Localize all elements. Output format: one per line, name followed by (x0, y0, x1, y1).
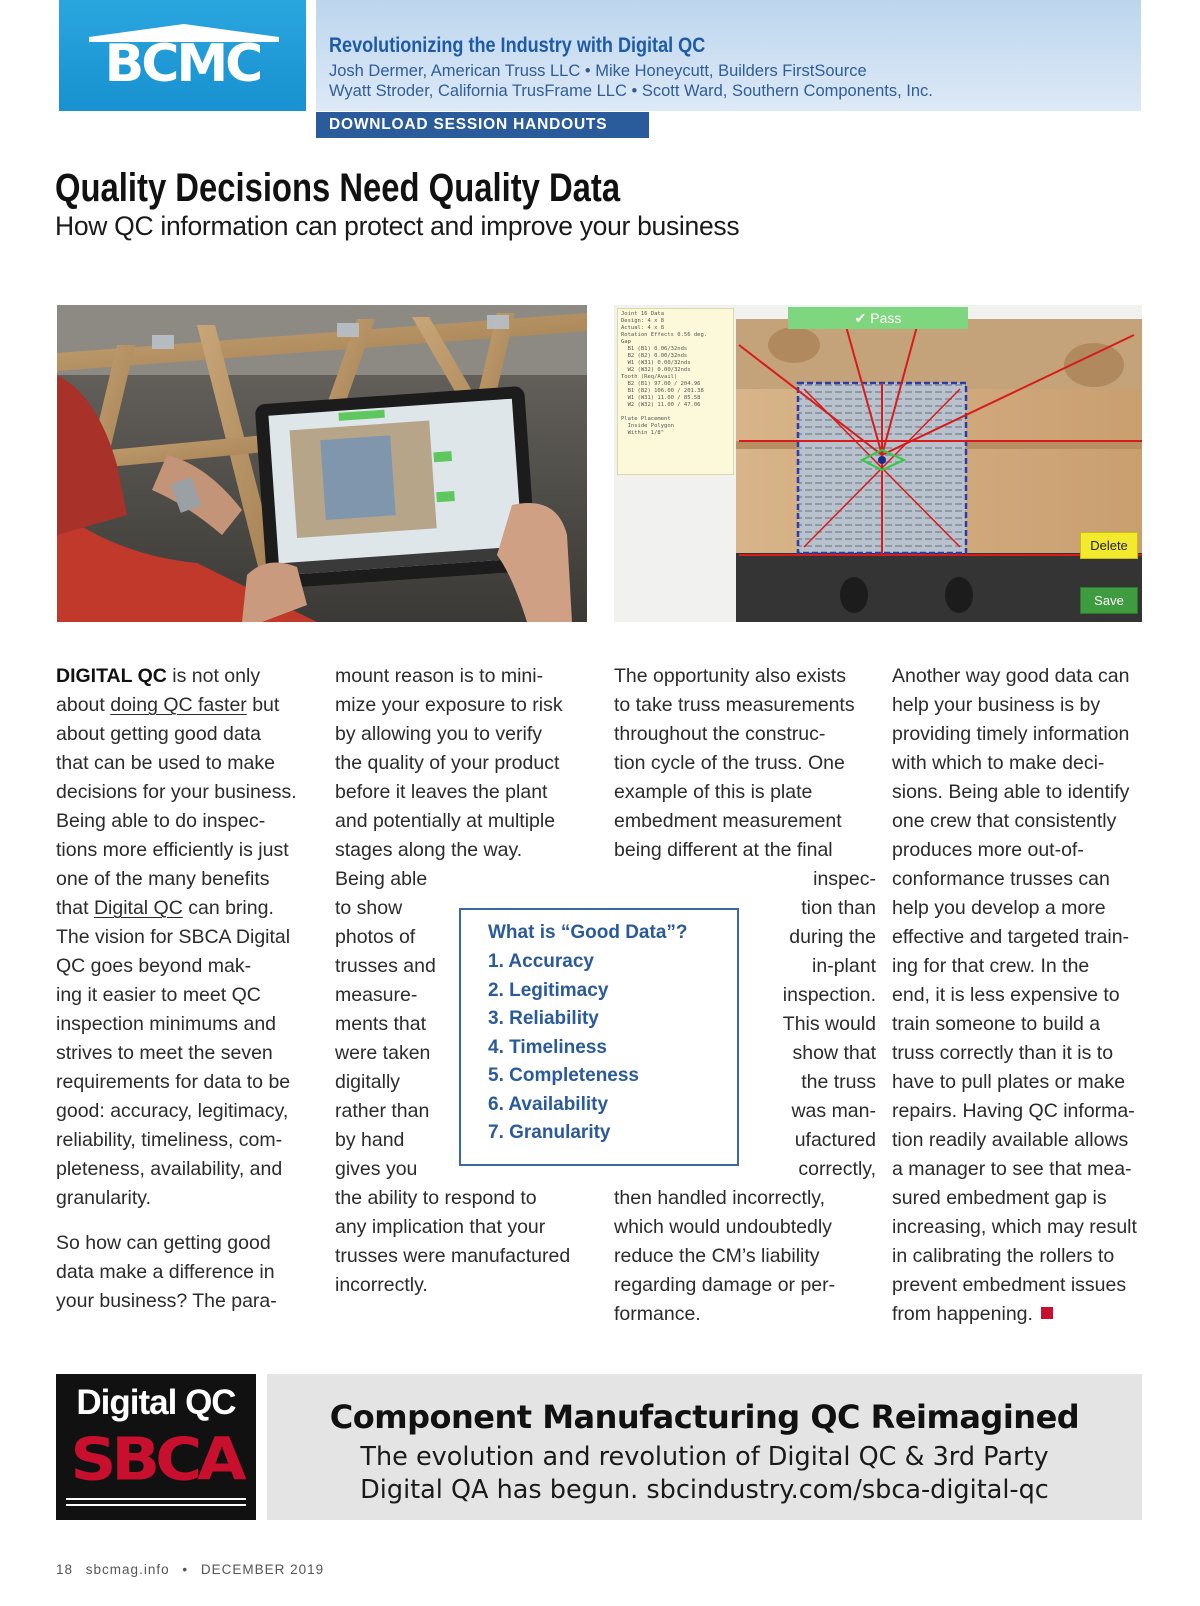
text-line: help you develop a more (892, 897, 1106, 919)
text-line: decisions for your business. (56, 781, 297, 803)
text-line: about getting good data (56, 723, 261, 745)
text-line: The vision for SBCA Digital (56, 926, 291, 948)
text-line: DIGITAL QC is not only (56, 665, 261, 687)
list-item: 5. Completeness (488, 1065, 639, 1086)
ad-logo-bottom-text: SBCA (70, 1425, 242, 1495)
text-line: the truss (801, 1071, 876, 1093)
text-line: reduce the CM’s liability (614, 1245, 820, 1267)
ad-logo-top-text: Digital QC (76, 1383, 236, 1422)
tablet-photo (57, 305, 587, 622)
text-line: show that (792, 1042, 876, 1064)
paragraph-gap (56, 1213, 318, 1229)
text-line: which would undoubtedly (614, 1216, 832, 1238)
text-line: train someone to build a (892, 1013, 1101, 1035)
text-line: photos of (335, 926, 416, 948)
logo-rule (66, 1498, 246, 1500)
text-line: reliability, timeliness, com- (56, 1129, 283, 1151)
end-of-article-icon (1041, 1307, 1053, 1319)
text-line: example of this is plate (614, 781, 813, 803)
text-line: end, it is less expensive to (892, 984, 1120, 1006)
text-line: by allowing you to verify (335, 723, 543, 745)
text-line: providing timely information (892, 723, 1130, 745)
text-line: with which to make deci- (892, 752, 1105, 774)
text-line: This would (782, 1013, 876, 1035)
text-line: the quality of your product (335, 752, 560, 774)
text-line: Another way good data can (892, 665, 1130, 687)
text-line: the ability to respond to (335, 1187, 537, 1209)
text-line: to take truss measurements (614, 694, 855, 716)
footer-site: sbcmag.info (85, 1562, 170, 1577)
text-line: QC goes beyond mak- (56, 955, 252, 977)
text-line: incorrectly. (335, 1274, 428, 1296)
text-line: mize your exposure to risk (335, 694, 563, 716)
bcmc-logo (59, 0, 306, 111)
text-line: sions. Being able to identify (892, 781, 1130, 803)
text-line: inspec- (813, 868, 876, 890)
text-line: measure- (335, 984, 418, 1006)
text-line: about doing QC faster but (56, 694, 280, 716)
text-line: tion readily available allows (892, 1129, 1129, 1151)
text-line: by hand (335, 1129, 405, 1151)
lead-in: DIGITAL QC (56, 665, 167, 687)
text-line: So how can getting good (56, 1232, 271, 1254)
sidebar-title: What is “Good Data”? (488, 922, 688, 943)
list-item: 6. Availability (488, 1093, 609, 1115)
text-line: during the (789, 926, 876, 948)
text-line: Being able (335, 868, 428, 890)
text-line: data make a difference in (56, 1261, 275, 1283)
save-button[interactable]: Save (1080, 587, 1138, 614)
text-line: one crew that consistently (892, 810, 1117, 832)
text-line: in calibrating the rollers to (892, 1245, 1115, 1267)
digital-qc-link[interactable]: Digital QC (93, 897, 183, 919)
text-line: tion cycle of the truss. One (614, 752, 845, 774)
text-line: then handled incorrectly, (614, 1187, 826, 1209)
article-column-4 (892, 662, 1154, 1329)
text-line: regarding damage or per- (614, 1274, 836, 1296)
text-line: ments that (335, 1013, 427, 1035)
text-line: good: accuracy, legitimacy, (56, 1100, 289, 1122)
text-line: that Digital QC can bring. (56, 897, 274, 919)
text-line: tions more efficiently is just (56, 839, 289, 861)
article-subtitle: How QC information can protect and improve your business (55, 211, 740, 241)
ad-banner[interactable] (267, 1374, 1142, 1520)
list-item: 1. Accuracy (488, 951, 594, 972)
text-line: your business? The para- (56, 1290, 277, 1312)
inspection-notes-panel: Joint 16 Data Design: 4 x 8 Actual: 4 x 8 Rotation Effects 0.56 deg. Gap B1 (B1) 0.06/32nds B2 (B2) 0.00/32nds W1 (W31) 0.00/32nds W2 (W32) 0.00/32nds Tooth (Req/Avail) B2 (B1) 97.00 / 204.96 B1 (B2) 106.00 / 201.38 W1 (W31) 11.00 / 85.58 W2 (W32) 11.00 / 47.06 Plate Placement Inside Polygon Within 1/8" (617, 308, 734, 475)
text-line: were taken (335, 1042, 431, 1064)
good-data-sidebar (459, 908, 739, 1166)
doing-qc-faster-link[interactable]: doing QC faster (110, 694, 247, 716)
text-line: sured embedment gap is (892, 1187, 1107, 1209)
article-column-1 (56, 662, 318, 1316)
page-number: 18 (56, 1562, 74, 1577)
text-line: that can be used to make (56, 752, 275, 774)
footer-separator: • (182, 1562, 189, 1577)
text-line: formance. (614, 1303, 701, 1325)
text-line: rather than (335, 1100, 430, 1122)
text-line: from happening. (892, 1300, 1154, 1329)
article-title: Quality Decisions Need Quality Data (55, 166, 621, 210)
text-line: in-plant (812, 955, 876, 977)
text-line: inspection minimums and (56, 1013, 277, 1035)
footer-issue: DECEMBER 2019 (200, 1562, 325, 1577)
text-line: trusses and (335, 955, 436, 977)
text-line: requirements for data to be (56, 1071, 291, 1093)
text-line: effective and targeted train- (892, 926, 1130, 948)
session-header (316, 0, 1141, 111)
text-line: before it leaves the plant (335, 781, 548, 803)
text-line: produces more out-of- (892, 839, 1084, 861)
pass-status-badge: ✔ Pass (788, 307, 968, 329)
text-line: conformance trusses can (892, 868, 1110, 890)
text-line: strives to meet the seven (56, 1042, 273, 1064)
text-line: ing for that crew. In the (892, 955, 1090, 977)
text-line: stages along the way. (335, 839, 523, 861)
text-line: increasing, which may result (892, 1216, 1137, 1238)
bcmc-logo-text: BCMC (104, 34, 261, 94)
text-line: mount reason is to mini- (335, 665, 544, 687)
text-line: correctly, (798, 1158, 876, 1180)
text-line: The opportunity also exists (614, 665, 846, 687)
ad-headline: Component Manufacturing QC Reimagined (329, 1398, 1080, 1436)
download-handouts-button[interactable]: DOWNLOAD SESSION HANDOUTS (316, 112, 649, 138)
session-title: Revolutionizing the Industry with Digital QC (329, 34, 706, 57)
text-line: and potentially at multiple (335, 810, 556, 832)
text-line: prevent embedment issues (892, 1274, 1127, 1296)
text-line: help your business is by (892, 694, 1101, 716)
text-line: a manager to see that mea- (892, 1158, 1132, 1180)
qc-app-screenshot (614, 305, 1142, 622)
list-item: 4. Timeliness (488, 1036, 607, 1058)
text-line: to show (335, 897, 403, 919)
text-line: one of the many benefits (56, 868, 270, 890)
text-line: have to pull plates or make (892, 1071, 1126, 1093)
text-line: throughout the construc- (614, 723, 826, 745)
logo-rule (66, 1504, 246, 1506)
ad-body-line: Digital QA has begun. sbcindustry.com/sbca-digital-qc (360, 1475, 1049, 1505)
text-line: any implication that your (335, 1216, 546, 1238)
text-line: pleteness, availability, and (56, 1158, 283, 1180)
delete-button[interactable]: Delete (1080, 532, 1138, 559)
text-line: inspection. (782, 984, 876, 1006)
text-line: repairs. Having QC informa- (892, 1100, 1135, 1122)
text-line: trusses were manufactured (335, 1245, 571, 1267)
text-line: digitally (335, 1071, 401, 1093)
text-line: gives you (335, 1158, 418, 1180)
tablet-photo-illustration (57, 305, 587, 622)
speakers-line: Wyatt Stroder, California TrusFrame LLC • Scott Ward, Southern Components, Inc. (329, 82, 933, 100)
text-line: embedment measurement (614, 810, 842, 832)
text-line: ing it easier to meet QC (56, 984, 261, 1006)
ad-body-line: The evolution and revolution of Digital QC & 3rd Party (360, 1442, 1049, 1472)
text-line: tion than (801, 897, 876, 919)
list-item: 3. Reliability (488, 1008, 599, 1029)
list-item: 7. Granularity (488, 1122, 611, 1143)
list-item: 2. Legitimacy (488, 979, 609, 1001)
text-line: was man- (791, 1100, 876, 1122)
page-footer (56, 1562, 332, 1577)
text-line: ufactured (794, 1129, 876, 1151)
text-line: granularity. (56, 1187, 152, 1209)
text-line: Being able to do inspec- (56, 810, 266, 832)
speakers-line: Josh Dermer, American Truss LLC • Mike Honeycutt, Builders FirstSource (329, 62, 867, 80)
text-line: truss correctly than it is to (892, 1042, 1114, 1064)
sbca-digital-qc-logo (56, 1374, 256, 1520)
text-line: being different at the final (614, 839, 833, 861)
